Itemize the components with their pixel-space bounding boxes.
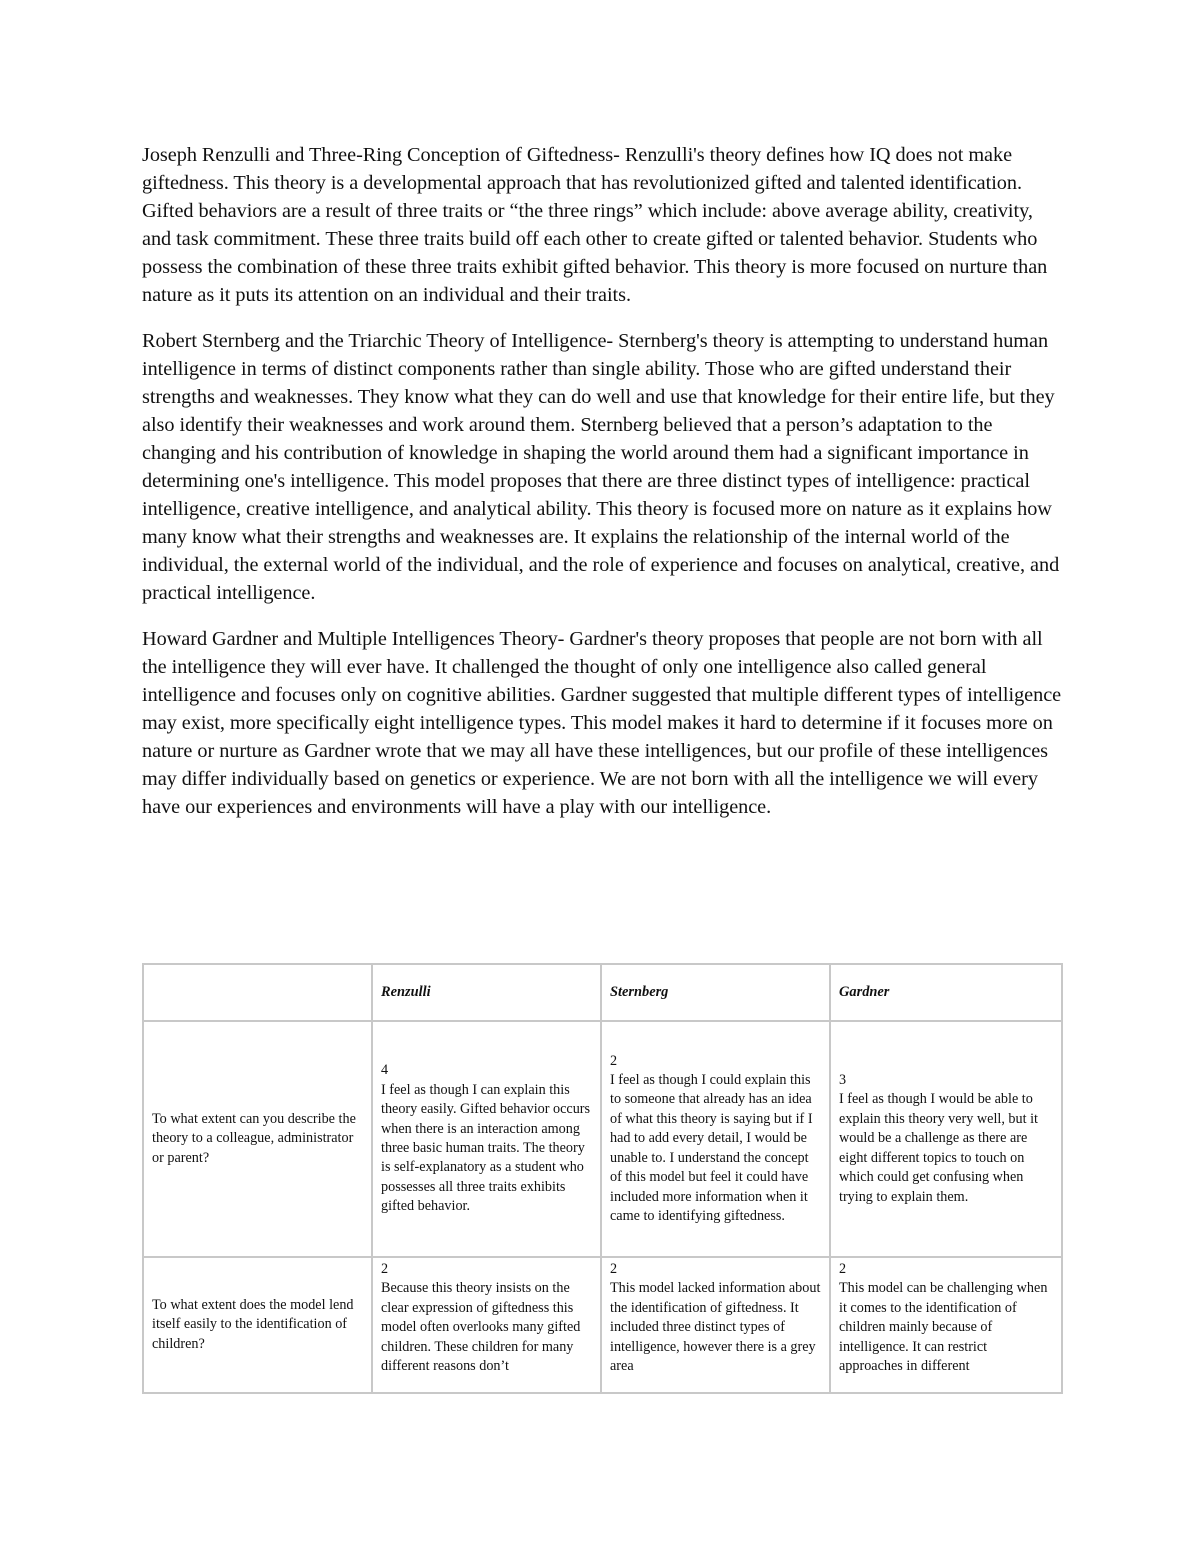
cell-comment: Because this theory insists on the clear expression of giftedness this model often overlooks many gifted children. These children for many different reasons don’t [381, 1280, 581, 1375]
score-value: 2 [839, 1261, 847, 1277]
question-identification: To what extent does the model lend itself easily to the identification of children? [143, 1257, 372, 1393]
cell-comment: I feel as though I would be able to explain this theory very well, but it would be a challenge as there are eight different topics to touch on which could get confusing when trying to explain them. [839, 1091, 1038, 1205]
paragraph-renzulli: Joseph Renzulli and Three-Ring Conception of Giftedness- Renzulli's theory defines how IQ does not make giftedness. This theory is a developmental approach that has revolutionized gifted and talented identification. Gifted behaviors are a result of three traits or “the three rings” which include: above average ability, creativity, and task commitment. These three traits build off each other to create gifted or talented behavior. Students who possess the combination of these three traits exhibit gifted behavior. This theory is more focused on nurture than nature as it puts its attention on an individual and their traits. [142, 144, 1048, 307]
essay-body [142, 141, 1062, 838]
table-row [143, 1257, 1062, 1393]
header-sternberg: Sternberg [601, 964, 830, 1021]
score-value: 2 [381, 1261, 389, 1277]
cell-clip [381, 1260, 593, 1376]
cell-sternberg-identification [601, 1257, 830, 1393]
cell-gardner-identification [830, 1257, 1062, 1393]
cell-clip [839, 1260, 1054, 1376]
question-describe-theory: To what extent can you describe the theory to a colleague, administrator or parent? [143, 1021, 372, 1257]
cell-comment: I feel as though I could explain this to someone that already has an idea of what this theory is saying but if I had to add every detail, I would be unable to. I understand the concept of this model but feel it could have included more information when it came to identifying giftedness. [610, 1072, 813, 1224]
paragraph-gardner: Howard Gardner and Multiple Intelligences Theory- Gardner's theory proposes that people are not born with all the intelligence they will ever have. It challenged the thought of only one intelligence also called general intelligence and focuses only on cognitive abilities. Gardner suggested that multiple different types of intelligence may exist, more specifically eight intelligence types. This model makes it hard to determine if it focuses more on nature or nurture as Gardner wrote that we may all have these intelligences, but our profile of these intelligences may differ individually based on genetics or experience. We are not born with all the intelligence we will every have our experiences and environments will have a play with our intelligence. [142, 627, 1062, 819]
score-value: 3 [839, 1072, 847, 1089]
table-row [143, 1021, 1062, 1257]
cell-sternberg-describe [601, 1021, 830, 1257]
score-value: 4 [381, 1062, 389, 1079]
header-gardner: Gardner [830, 964, 1062, 1021]
score-value: 2 [610, 1261, 618, 1277]
cell-renzulli-identification [372, 1257, 601, 1393]
score-value: 2 [610, 1052, 618, 1069]
cell-clip [610, 1260, 822, 1376]
cell-gardner-describe [830, 1021, 1062, 1257]
table-header-row [143, 964, 1062, 1021]
cell-comment: This model lacked information about the identification of giftedness. It included three distinct types of intelligence, however there is a grey area [610, 1280, 821, 1375]
cell-comment: I feel as though I can explain this theory easily. Gifted behavior occurs when there is an interaction among three basic human traits. The theory is self-explanatory as a student who possesses all three traits exhibits gifted behavior. [381, 1081, 591, 1215]
cell-renzulli-describe [372, 1021, 601, 1257]
header-renzulli: Renzulli [372, 964, 601, 1021]
comparison-table [142, 963, 1063, 1394]
cell-comment: This model can be challenging when it comes to the identification of children mainly because of intelligence. It can restrict approaches in different [839, 1280, 1048, 1375]
header-empty [143, 964, 372, 1021]
paragraph-sternberg: Robert Sternberg and the Triarchic Theory of Intelligence- Sternberg's theory is attempting to understand human intelligence in terms of distinct components rather than single ability. Those who are gifted understand their strengths and weaknesses. They know what they can do well and use that knowledge for their entire life, but they also identify their weaknesses and work around them. Sternberg believed that a person’s adaptation to the changing and his contribution of knowledge in shaping the world around them had a significant importance in determining one's intelligence. This model proposes that there are three distinct types of intelligence: practical intelligence, creative intelligence, and analytical ability. This theory is focused more on nature as it explains how many know what their strengths and weaknesses are. It explains the relationship of the internal world of the individual, the external world of the individual, and the role of experience and focuses on analytical, creative, and practical intelligence. [142, 329, 1060, 605]
